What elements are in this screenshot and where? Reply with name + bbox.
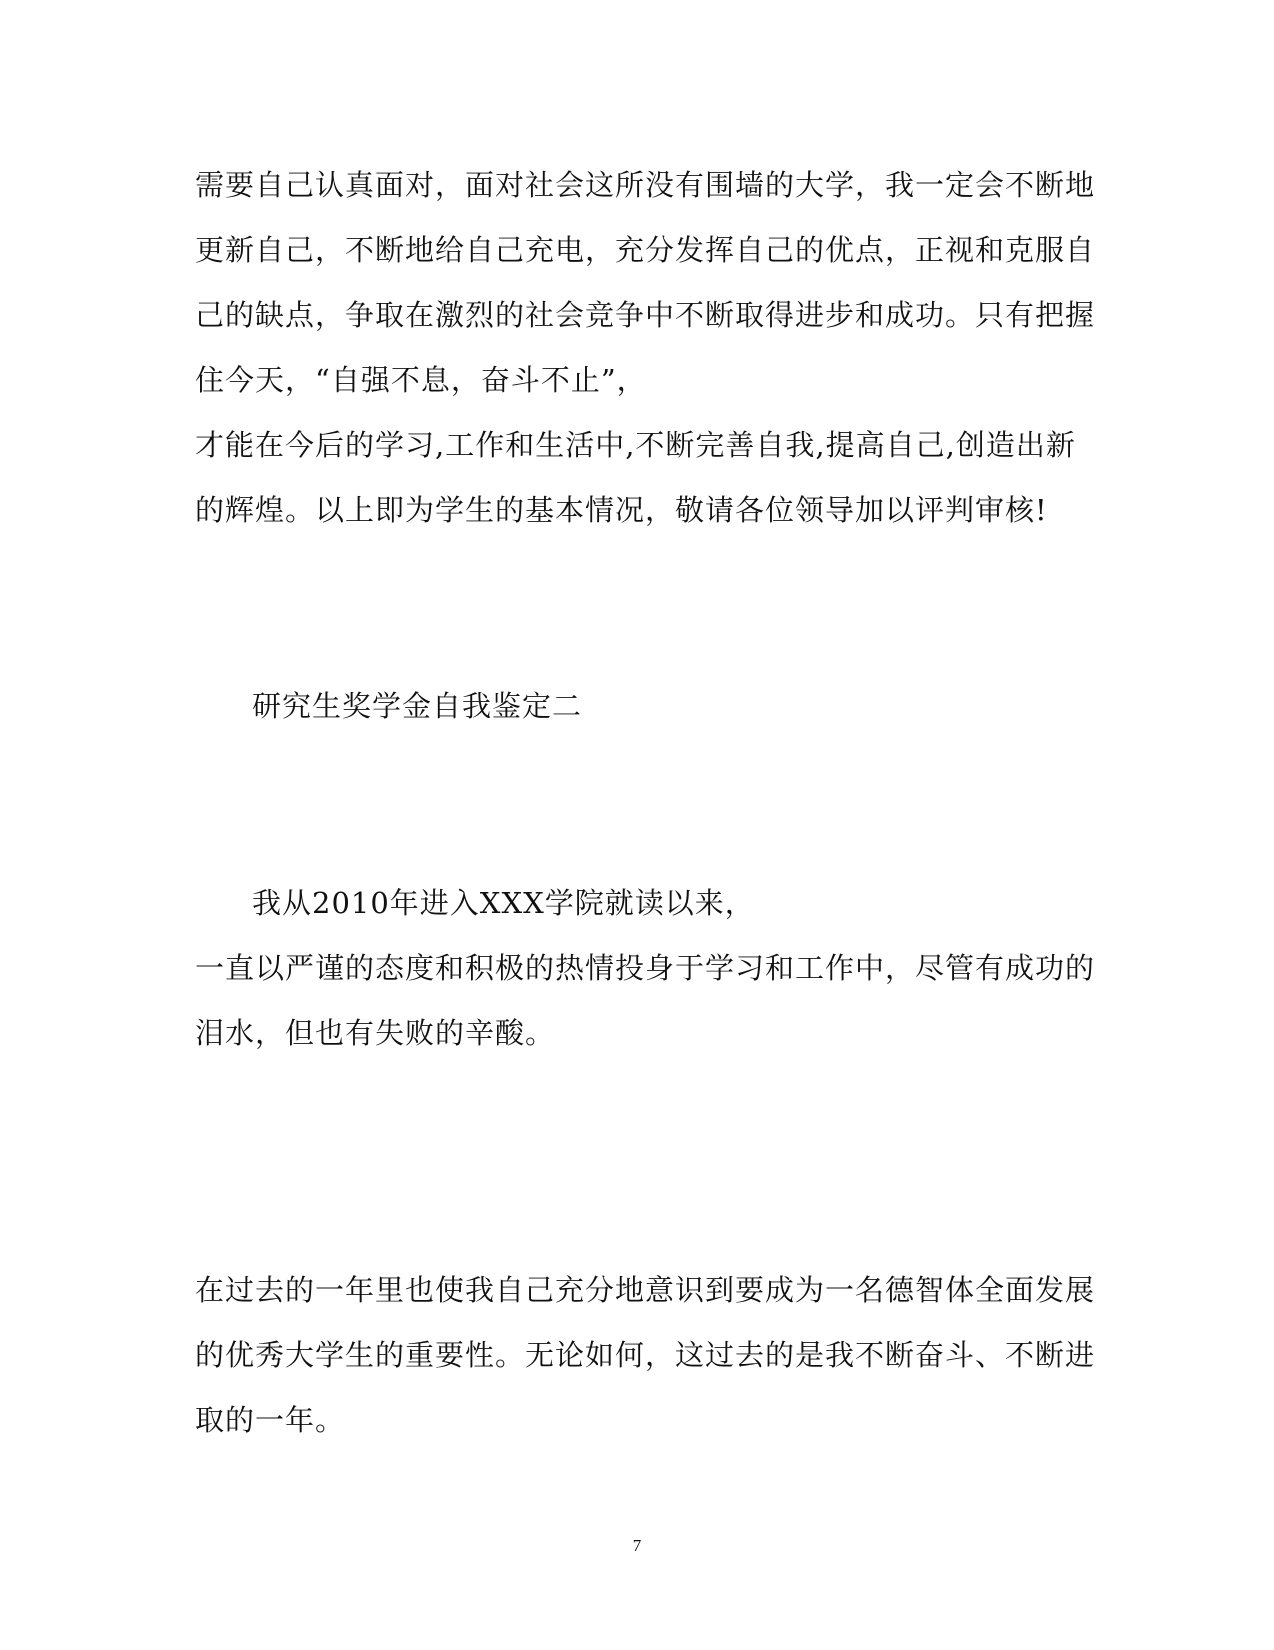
paragraph-2-line-3: 泪水，但也有失败的辛酸。 [195,1016,556,1050]
paragraph-1-line-1: 需要自己认真面对，面对社会这所没有围墙的大学，我一定会不断地 [195,168,1096,202]
paragraph-3-line-3: 取的一年。 [195,1403,346,1437]
paragraph-1-line-3: 己的缺点，争取在激烈的社会竞争中不断取得进步和成功。只有把握 [195,298,1096,332]
page-number: 7 [632,1536,642,1555]
paragraph-1-line-2: 更新自己，不断地给自己充电，充分发挥自己的优点，正视和克服自 [195,233,1096,267]
paragraph-1-line-4: 住今天，“自强不息，奋斗不止”， [195,363,647,397]
section-heading: 研究生奖学金自我鉴定二 [252,689,583,723]
paragraph-3-line-2: 的优秀大学生的重要性。无论如何，这过去的是我不断奋斗、不断进 [195,1338,1096,1372]
paragraph-1-line-5: 才能在今后的学习,工作和生活中,不断完善自我,提高自己,创造出新 [195,428,1076,462]
paragraph-2-line-1: 我从2010年进入XXX学院就读以来， [252,886,755,920]
paragraph-3-line-1: 在过去的一年里也使我自己充分地意识到要成为一名德智体全面发展 [195,1273,1096,1307]
paragraph-2-line-2: 一直以严谨的态度和积极的热情投身于学习和工作中，尽管有成功的 [195,951,1096,985]
paragraph-1-line-6: 的辉煌。以上即为学生的基本情况，敬请各位领导加以评判审核! [195,493,1048,527]
